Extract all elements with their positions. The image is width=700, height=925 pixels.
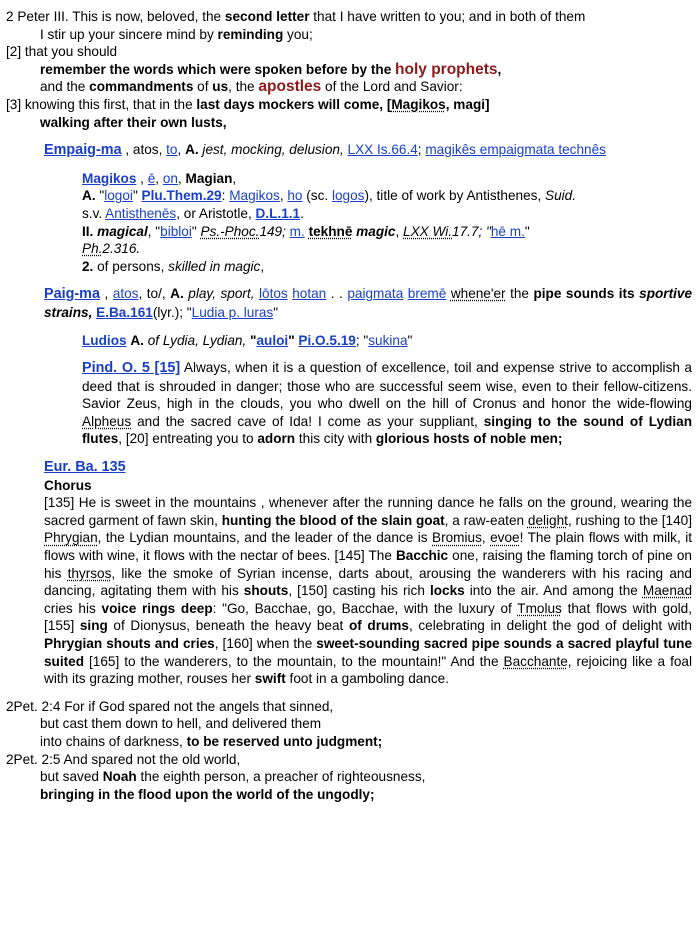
empaigma-link[interactable]: Empaig-ma	[44, 142, 122, 159]
antisthenes-link[interactable]: Antisthenēs	[105, 205, 177, 221]
e-link[interactable]: ē	[147, 170, 156, 186]
pind-o-5-link[interactable]: Pind. O. 5 [15]	[82, 360, 181, 377]
verse-1-cont: I stir up your sincere mind by reminding you;	[40, 26, 313, 42]
magikos-head-line: Magikos , ē, on, Magian,	[82, 170, 237, 186]
lexicon-entry-magikos	[6, 170, 692, 276]
eur-heading	[44, 458, 692, 477]
logoi-link[interactable]: logoi	[104, 188, 133, 204]
verse-2-4: 2Pet. 2:4 For if God spared not the angels that sinned,	[6, 698, 334, 714]
verse-2-4-cont: but cast them down to hell, and delivered them	[40, 716, 322, 732]
hotan-link[interactable]: hotan	[292, 286, 327, 302]
pi-o-5-19-link[interactable]: Pi.O.5.19	[298, 332, 356, 348]
magikos-sense-a-cont: s.v. Antisthenēs, or Aristotle, D.L.1.1.	[82, 205, 304, 221]
ludios-link[interactable]: Ludios	[82, 332, 127, 348]
lexicon-entry-paigma: Paig-ma , atos, to/, A. play, sport, lōtos hotan . . paigmata bremē whene'er the pipe sounds its sportive strains, E.Ba.161(lyr.); "Ludia p. luras"	[44, 286, 693, 320]
verse-2-4-cont-2: into chains of darkness, to be reserved unto judgment;	[40, 733, 383, 749]
he-m-link[interactable]: hē m.	[490, 223, 525, 239]
e-ba-161-link[interactable]: E.Ba.161	[96, 304, 153, 320]
lexicon-entry-ludios: Ludios A. of Lydia, Lydian, "auloi" Pi.O.5.19; "sukina"	[82, 332, 413, 348]
magikos-sense-ii: II. magical, "bibloi" Ps.-Phoc.149; m. tekhnē magic, LXX Wi.17.7; "hē m."	[82, 223, 530, 239]
ludia-link[interactable]: Ludia p. luras	[191, 304, 274, 320]
verse-2-5-cont-2: bringing in the flood upon the world of the ungodly;	[40, 786, 375, 802]
eur-ba-135-link[interactable]: Eur. Ba. 135	[44, 459, 126, 476]
breme-link[interactable]: bremē	[407, 286, 447, 302]
to-link[interactable]: to	[166, 142, 178, 158]
verse-3: [3] knowing this first, that in the last days mockers will come, [Magikos, magi]	[6, 96, 490, 112]
verse-1: 2 Peter III. This is now, beloved, the second letter that I have written to you; and in both of them	[6, 9, 586, 24]
magikos-ph-ref: Ph.2.316.	[82, 241, 141, 257]
paigmata-link[interactable]: paigmata	[347, 286, 404, 302]
verse-2-5-cont: but saved Noah the eighth person, a preacher of righteousness,	[40, 769, 426, 785]
atos-link[interactable]: atos	[112, 286, 139, 302]
pindar-olympian-5: Pind. O. 5 [15] Always, when it is a question of excellence, toil and expense strive to accomplish a deed that is shrouded in danger; those who are successful seem wise, even to their fellow-citizens. Savior Zeus, high in the clouds, you who dwell on the hill of Cronus and honor the wide-flowing Alpheus and the sacred cave of Ida! I come as your suppliant, singing to the sound of Lydian flutes, [20] entreating you to adorn this city with glorious hosts of noble men;	[82, 360, 693, 447]
auloi-link[interactable]: auloi	[256, 332, 289, 348]
bibloi-link[interactable]: bibloi	[160, 223, 192, 239]
chorus-text: [135] He is sweet in the mountains , whenever after the running dance he falls on the ground, wearing the sacred garment of fawn skin, hunting the blood of the slain goat, a raw-eaten delight, rushing to the [140] Phrygian, the Lydian mountains, and the leader of the dance is Bromius, evoe! The plain flows with milk, it flows with wine, it flows with the nectar of bees. [145] The Bacchic one, raising the flaming torch of pine on his thyrsos, like the smoke of Syrian incense, darts about, arousing the wanderers with his racing and dancing, agitating them with his shouts, [150] casting his rich locks into the air. And among the Maenad cries his voice rings deep: "Go, Bacchae, go, Bacchae, with the luxury of Tmolus that flows with gold, [155] sing of Dionysus, beneath the heavy beat of drums, celebrating in delight the god of delight with Phrygian shouts and cries, [160] when the sweet-sounding sacred pipe sounds a sacred playful tune suited [165] to the wanderers, to the mountain, to the mountain!" And the Bacchante, rejoicing like a foal with its grazing mother, rouses her swift foot in a gamboling dance.	[44, 495, 693, 687]
on-link[interactable]: on	[162, 170, 178, 186]
magikos-sense-2: 2. of persons, skilled in magic,	[82, 258, 265, 274]
magikos-link[interactable]: Magikos	[82, 170, 137, 186]
euripides-bacchae-135	[6, 458, 692, 688]
magikos-2-link[interactable]: Magikos	[229, 188, 280, 204]
verse-3-cont: walking after their own lusts,	[40, 114, 227, 130]
logos-link[interactable]: logos	[331, 188, 365, 204]
plu-them-link[interactable]: Plu.Them.29	[141, 188, 222, 204]
sukina-link[interactable]: sukina	[368, 332, 408, 348]
paigma-link[interactable]: Paig-ma	[44, 286, 100, 303]
peter-2-passage	[6, 698, 692, 804]
chorus-label: Chorus	[44, 477, 92, 493]
verse-2-cont: remember the words which were spoken before by the holy prophets,	[40, 60, 502, 78]
verse-2: [2] that you should	[6, 44, 118, 60]
lotos-link[interactable]: lōtos	[258, 286, 288, 302]
verse-2-cont-2: and the commandments of us, the apostles of the Lord and Savior:	[40, 78, 463, 96]
m-link[interactable]: m.	[289, 223, 305, 239]
lexicon-entry-empaigma: Empaig-ma , atos, to, A. jest, mocking, delusion, LXX Is.66.4; magikês empaigmata technês	[44, 142, 606, 159]
dl-link[interactable]: D.L.1.1	[255, 205, 301, 221]
magikos-sense-a: A. "logoi" Plu.Them.29: Magikos, ho (sc. logos), title of work by Antisthenes, Suid.	[82, 188, 577, 204]
ho-link[interactable]: ho	[287, 188, 303, 204]
lxx-is-link[interactable]: LXX Is.66.4	[347, 142, 418, 158]
peter-3-passage	[6, 8, 692, 131]
verse-2-5: 2Pet. 2:5 And spared not the old world,	[6, 751, 241, 767]
magikes-link[interactable]: magikês empaigmata technês	[425, 142, 606, 158]
